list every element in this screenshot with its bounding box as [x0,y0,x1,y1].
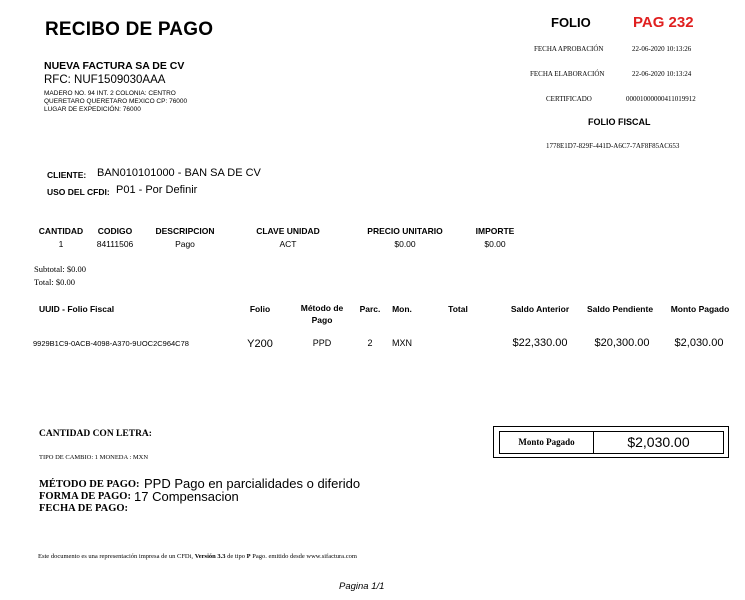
concept-cell-descripcion: Pago [175,239,195,249]
concept-header-descripcion: DESCRIPCION [155,226,215,236]
fecha-elaboracion-label: FECHA ELABORACIÓN [530,70,605,78]
payment-cell-uuid: 9929B1C9-0ACB-4098-A370-9UOC2C964C78 [33,339,189,348]
payment-cell-saldo-anterior: $22,330.00 [512,337,568,349]
payment-cell-mon: MXN [392,338,412,348]
issuer-name: NUEVA FACTURA SA DE CV [44,60,185,72]
issuer-address-line1: MADERO NO. 94 INT. 2 COLONIA: CENTRO [44,90,176,97]
footer-note-version: Versión 3.3 [194,553,226,560]
uso-cfdi-value: P01 - Por Definir [116,184,198,196]
payment-header-saldo-anterior: Saldo Anterior [510,304,570,314]
concept-cell-cantidad: 1 [58,239,64,249]
folio-fiscal-label: FOLIO FISCAL [588,117,651,127]
cantidad-letra-label: CANTIDAD CON LETRA: [39,429,152,439]
issuer-expedition-place: LUGAR DE EXPEDICIÓN: 76000 [44,106,141,113]
payment-header-metodo [295,302,349,326]
metodo-pago-label: MÉTODO DE PAGO: [39,479,140,490]
subtotal: Subtotal: $0.00 [34,264,86,274]
folio-value: PAG 232 [633,14,694,31]
payment-header-mon: Mon. [392,304,412,314]
folio-label: FOLIO [551,15,591,30]
payment-header-saldo-pendiente: Saldo Pendiente [586,304,654,314]
fecha-pago-label: FECHA DE PAGO: [39,503,129,514]
cliente-value: BAN010101000 - BAN SA DE CV [97,167,261,179]
concept-cell-precio-unitario: $0.00 [394,239,416,249]
payment-header-metodo-line2: Pago [311,315,333,325]
payment-header-uuid: UUID - Folio Fiscal [39,304,115,314]
uso-cfdi-label: USO DEL CFDI: [47,187,110,197]
fecha-aprobacion-label: FECHA APROBACIÓN [534,45,604,53]
certificado-label: CERTIFICADO [546,95,592,103]
concept-cell-clave-unidad: ACT [279,239,297,249]
page-number: Pagina 1/1 [339,581,385,592]
footer-note-tipo: P [246,553,251,560]
payment-cell-folio: Y200 [247,338,273,350]
footer-note-part1: Este documento es una representación impresa de un CFDi, [38,553,195,560]
concept-header-codigo: CODIGO [97,226,133,236]
certificado-value: 00001000000411019912 [626,95,696,103]
monto-pagado-label: Monto Pagado [518,437,575,447]
issuer-address-line2: QUERETARO QUERETARO MEXICO CP: 76000 [44,98,188,105]
monto-pagado-box [493,426,729,458]
footer-note [38,553,357,560]
payment-header-monto-pagado: Monto Pagado [670,304,730,314]
payment-cell-metodo: PPD [312,338,332,348]
document-title: RECIBO DE PAGO [45,19,214,40]
footer-note-part2: de tipo [225,553,247,560]
concept-header-clave-unidad: CLAVE UNIDAD [256,226,320,236]
payment-header-total: Total [448,304,468,314]
tipo-cambio: TIPO DE CAMBIO: 1 MONEDA : MXN [39,454,149,461]
issuer-rfc: RFC: NUF1509030AAA [44,74,166,86]
payment-header-parc: Parc. [359,304,381,314]
concept-header-cantidad: CANTIDAD [38,226,84,236]
payment-header-metodo-line1: Método de [300,303,344,313]
concept-cell-codigo: 84111506 [96,239,134,249]
fecha-aprobacion-value: 22-06-2020 10:13:26 [632,45,692,53]
payment-cell-saldo-pendiente: $20,300.00 [594,337,650,349]
forma-pago-label: FORMA DE PAGO: [39,491,131,502]
monto-pagado-inner [499,431,724,454]
payment-cell-monto-pagado: $2,030.00 [674,337,724,349]
concept-header-precio-unitario: PRECIO UNITARIO [367,226,443,236]
total: Total: $0.00 [34,277,75,287]
cliente-label: CLIENTE: [47,170,87,180]
metodo-pago-value: PPD Pago en parcialidades o diferido [144,476,361,491]
payment-cell-parc: 2 [367,338,373,348]
fecha-elaboracion-value: 22-06-2020 10:13:24 [632,70,692,78]
forma-pago-value: 17 Compensacion [134,489,239,504]
monto-pagado-value: $2,030.00 [627,434,690,450]
payment-header-folio: Folio [249,304,271,314]
footer-note-part3: Pago. emitido desde www.sifactura.com [250,553,357,560]
concept-cell-importe: $0.00 [484,239,506,249]
folio-fiscal-value: 1778E1D7-829F-441D-A6C7-7AF8F85AC653 [546,142,680,150]
concept-header-importe: IMPORTE [475,226,515,236]
